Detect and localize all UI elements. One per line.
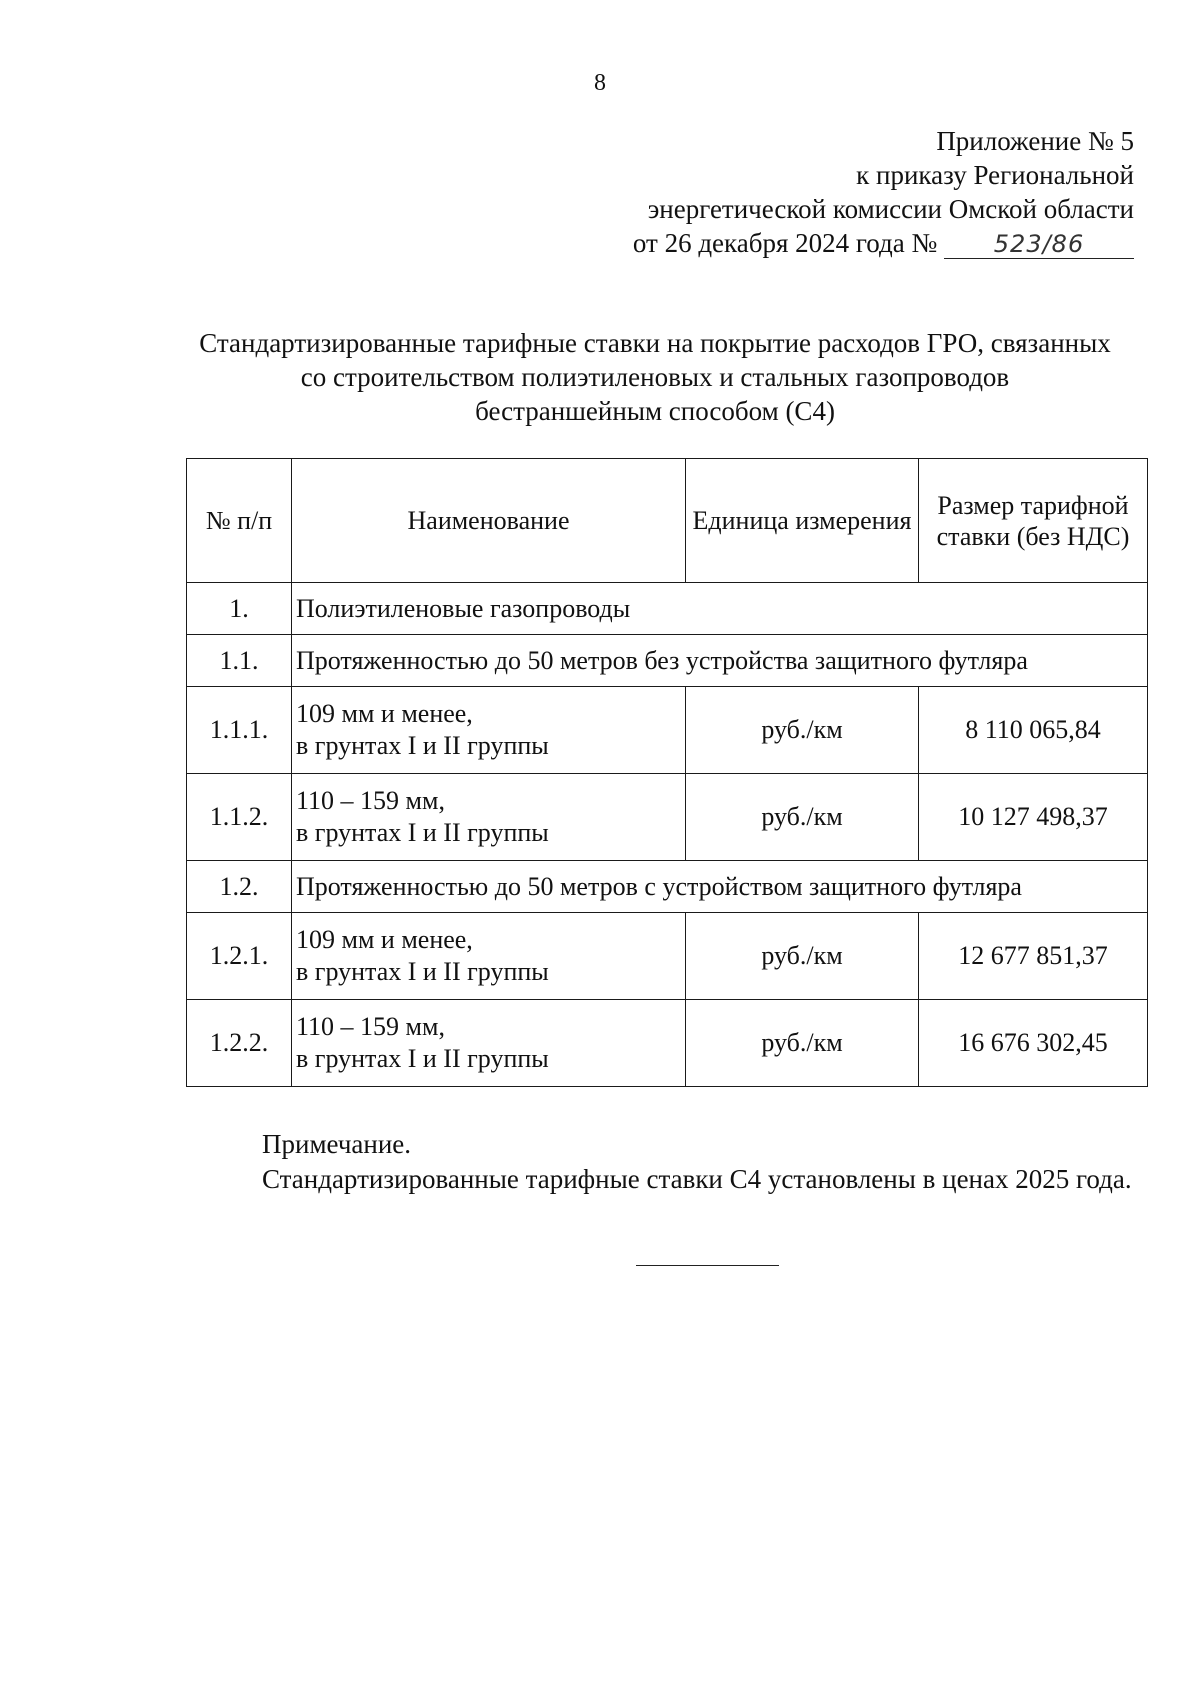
appendix-order-date: [633, 226, 1134, 260]
item-soil-group: в грунтах I и II группы: [296, 1044, 549, 1073]
item-diameter: 110 – 159 мм,: [296, 786, 445, 815]
item-unit: руб./км: [686, 774, 919, 861]
title-line-2: со строительством полиэтиленовых и стальных газопроводов: [300, 362, 1010, 392]
item-rate: 16 676 302,45: [919, 1000, 1148, 1087]
table-header-row: [187, 459, 1148, 583]
table-row: [187, 1000, 1148, 1087]
item-soil-group: в грунтах I и II группы: [296, 818, 549, 847]
row-number: 1.: [187, 583, 292, 635]
row-number: 1.1.: [187, 635, 292, 687]
order-date-text: от 26 декабря 2024 года №: [632, 228, 938, 258]
note-text: Стандартизированные тарифные ставки С4 установлены в ценах 2025 года.: [262, 1164, 1132, 1194]
row-number: 1.1.1.: [187, 687, 292, 774]
header-name: Наименование: [292, 459, 686, 583]
section-name: Протяженностью до 50 метров с устройством защитного футляра: [292, 861, 1148, 913]
appendix-order-ref: к приказу Региональной: [856, 160, 1134, 190]
item-name: [292, 774, 686, 861]
item-unit: руб./км: [686, 687, 919, 774]
appendix-header: [633, 124, 1134, 260]
item-soil-group: в грунтах I и II группы: [296, 731, 549, 760]
document-title: [180, 326, 1130, 428]
header-number: № п/п: [187, 459, 292, 583]
table-row: [187, 913, 1148, 1000]
item-unit: руб./км: [686, 913, 919, 1000]
note-label: Примечание.: [262, 1129, 412, 1159]
end-divider: [636, 1265, 779, 1266]
table-row: [187, 861, 1148, 913]
row-number: 1.1.2.: [187, 774, 292, 861]
table-row: [187, 774, 1148, 861]
tariff-rates-table: [186, 458, 1148, 1087]
title-line-3: бестраншейным способом (С4): [475, 396, 835, 426]
table-row: [187, 635, 1148, 687]
handwritten-order-number: 523/86: [944, 230, 1134, 259]
appendix-title: Приложение № 5: [936, 126, 1134, 156]
section-name: Протяженностью до 50 метров без устройства защитного футляра: [292, 635, 1148, 687]
title-line-1: Стандартизированные тарифные ставки на покрытие расходов ГРО, связанных: [199, 328, 1111, 358]
item-diameter: 109 мм и менее,: [296, 699, 473, 728]
page-number: 8: [594, 70, 606, 96]
row-number: 1.2.: [187, 861, 292, 913]
appendix-commission: энергетической комиссии Омской области: [647, 194, 1134, 224]
row-number: 1.2.1.: [187, 913, 292, 1000]
item-name: [292, 913, 686, 1000]
item-soil-group: в грунтах I и II группы: [296, 957, 549, 986]
note-section: [186, 1127, 1148, 1197]
section-name: Полиэтиленовые газопроводы: [292, 583, 1148, 635]
item-rate: 10 127 498,37: [919, 774, 1148, 861]
item-name: [292, 687, 686, 774]
row-number: 1.2.2.: [187, 1000, 292, 1087]
item-diameter: 109 мм и менее,: [296, 925, 473, 954]
header-unit: Единица измерения: [686, 459, 919, 583]
item-unit: руб./км: [686, 1000, 919, 1087]
table-row: [187, 687, 1148, 774]
header-rate: Размер тарифной ставки (без НДС): [919, 459, 1148, 583]
item-diameter: 110 – 159 мм,: [296, 1012, 445, 1041]
item-rate: 8 110 065,84: [919, 687, 1148, 774]
item-name: [292, 1000, 686, 1087]
table-row: [187, 583, 1148, 635]
item-rate: 12 677 851,37: [919, 913, 1148, 1000]
